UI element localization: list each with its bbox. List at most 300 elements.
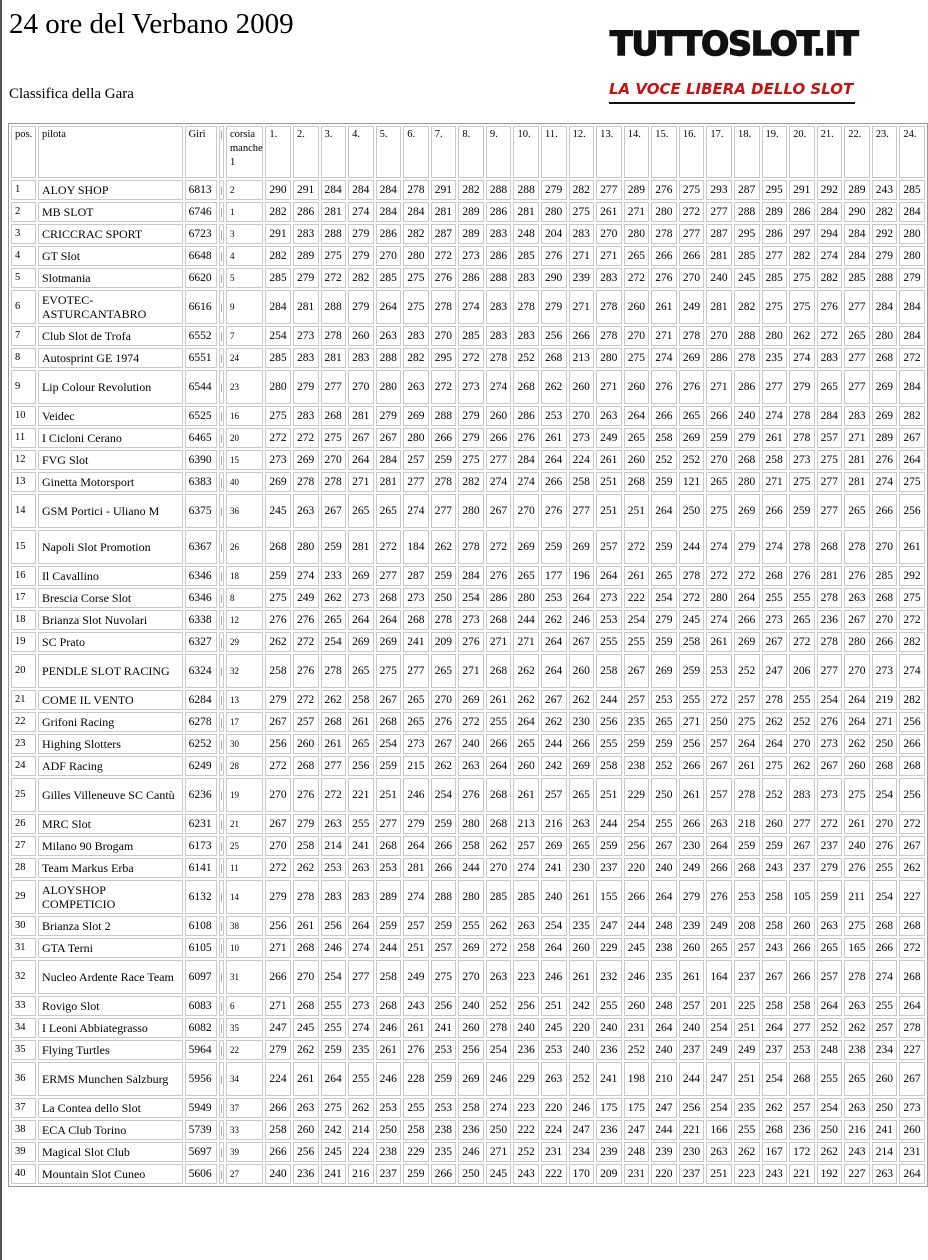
cell-manche-laps: 257 [403, 450, 429, 470]
cell-separator: | [219, 734, 224, 754]
cell-manche-laps: 254 [376, 734, 402, 754]
cell-manche-laps: 276 [458, 632, 484, 652]
header-giri: Giri [185, 126, 217, 178]
cell-manche-laps: 279 [458, 406, 484, 426]
cell-manche-laps: 250 [486, 1120, 512, 1140]
cell-manche-laps: 277 [376, 814, 402, 834]
cell-manche-laps: 259 [321, 1040, 347, 1060]
cell-giri: 6252 [185, 734, 217, 754]
cell-manche-laps: 275 [844, 778, 870, 812]
cell-manche-laps: 253 [541, 406, 567, 426]
table-row [11, 654, 925, 688]
cell-manche-laps: 265 [844, 494, 870, 528]
cell-manche-laps: 253 [541, 1040, 567, 1060]
cell-manche-laps: 277 [817, 472, 843, 492]
cell-manche-laps: 282 [458, 472, 484, 492]
cell-manche-laps: 259 [762, 836, 788, 856]
cell-pilota: Team Markus Erba [38, 858, 183, 878]
cell-manche-laps: 282 [899, 406, 925, 426]
cell-manche-laps: 164 [706, 960, 732, 994]
cell-manche-laps: 253 [376, 858, 402, 878]
cell-manche-laps: 276 [458, 778, 484, 812]
cell-manche-laps: 228 [403, 1062, 429, 1096]
cell-manche-laps: 279 [458, 428, 484, 448]
cell-manche-laps: 231 [541, 1142, 567, 1162]
cell-manche-laps: 253 [541, 588, 567, 608]
cell-manche-laps: 276 [651, 370, 677, 404]
cell-manche-laps: 243 [762, 1164, 788, 1184]
cell-manche-laps: 272 [376, 530, 402, 564]
cell-giri: 6346 [185, 566, 217, 586]
cell-manche-laps: 272 [899, 814, 925, 834]
cell-manche-laps: 270 [789, 734, 815, 754]
cell-manche-laps: 259 [651, 734, 677, 754]
cell-manche-laps: 272 [486, 938, 512, 958]
cell-manche-laps: 284 [899, 290, 925, 324]
cell-manche-laps: 276 [541, 246, 567, 266]
cell-manche-laps: 260 [624, 450, 650, 470]
cell-manche-laps: 259 [265, 566, 291, 586]
cell-corsia: 24 [226, 348, 263, 368]
cell-manche-laps: 273 [899, 1098, 925, 1118]
cell-manche-laps: 262 [541, 610, 567, 630]
cell-manche-laps: 262 [431, 530, 457, 564]
cell-corsia: 19 [226, 778, 263, 812]
cell-manche-laps: 246 [569, 1098, 595, 1118]
cell-manche-laps: 265 [431, 654, 457, 688]
cell-manche-laps: 256 [513, 996, 539, 1016]
cell-manche-laps: 249 [679, 858, 705, 878]
cell-manche-laps: 262 [899, 858, 925, 878]
cell-separator: | [219, 180, 224, 200]
results-table-container [8, 123, 921, 1258]
cell-manche-laps: 284 [348, 180, 374, 200]
cell-pilota: FVG Slot [38, 450, 183, 470]
cell-manche-laps: 289 [458, 202, 484, 222]
cell-manche-laps: 268 [872, 756, 898, 776]
cell-manche-laps: 230 [679, 1142, 705, 1162]
cell-manche-laps: 279 [789, 370, 815, 404]
cell-manche-laps: 265 [817, 370, 843, 404]
cell-manche-laps: 264 [569, 588, 595, 608]
cell-manche-laps: 251 [596, 494, 622, 528]
cell-manche-laps: 249 [293, 588, 319, 608]
cell-manche-laps: 175 [624, 1098, 650, 1118]
cell-manche-laps: 266 [651, 406, 677, 426]
cell-manche-laps: 209 [431, 632, 457, 652]
cell-manche-laps: 248 [624, 1142, 650, 1162]
cell-manche-laps: 234 [872, 1040, 898, 1060]
cell-manche-laps: 266 [734, 610, 760, 630]
cell-giri: 6284 [185, 690, 217, 710]
cell-pilota: Club Slot de Trofa [38, 326, 183, 346]
header-manche: 14. [624, 126, 650, 178]
cell-manche-laps: 265 [513, 734, 539, 754]
cell-manche-laps: 258 [762, 996, 788, 1016]
cell-manche-laps: 279 [265, 690, 291, 710]
cell-manche-laps: 267 [541, 690, 567, 710]
cell-manche-laps: 261 [844, 814, 870, 834]
cell-separator: | [219, 1040, 224, 1060]
cell-manche-laps: 279 [817, 858, 843, 878]
cell-separator: | [219, 712, 224, 732]
cell-manche-laps: 229 [403, 1142, 429, 1162]
cell-giri: 6648 [185, 246, 217, 266]
cell-manche-laps: 272 [458, 348, 484, 368]
cell-manche-laps: 254 [624, 814, 650, 834]
cell-corsia: 36 [226, 494, 263, 528]
table-row [11, 290, 925, 324]
cell-manche-laps: 272 [817, 814, 843, 834]
cell-manche-laps: 285 [513, 880, 539, 914]
cell-manche-laps: 279 [265, 880, 291, 914]
cell-pos: 38 [11, 1120, 36, 1140]
cell-manche-laps: 268 [624, 472, 650, 492]
cell-manche-laps: 214 [872, 1142, 898, 1162]
cell-manche-laps: 278 [844, 960, 870, 994]
cell-manche-laps: 259 [651, 530, 677, 564]
cell-manche-laps: 201 [706, 996, 732, 1016]
cell-manche-laps: 251 [403, 938, 429, 958]
cell-pilota: Brianza Slot Nuvolari [38, 610, 183, 630]
table-row [11, 588, 925, 608]
cell-manche-laps: 238 [651, 938, 677, 958]
cell-manche-laps: 257 [789, 1098, 815, 1118]
cell-manche-laps: 250 [872, 1098, 898, 1118]
cell-manche-laps: 245 [486, 1164, 512, 1184]
cell-manche-laps: 282 [403, 348, 429, 368]
cell-giri: 6465 [185, 428, 217, 448]
cell-manche-laps: 280 [513, 588, 539, 608]
cell-manche-laps: 281 [348, 406, 374, 426]
cell-pos: 11 [11, 428, 36, 448]
cell-manche-laps: 242 [321, 1120, 347, 1140]
cell-manche-laps: 258 [569, 472, 595, 492]
cell-manche-laps: 237 [679, 1164, 705, 1184]
cell-manche-laps: 264 [844, 690, 870, 710]
cell-manche-laps: 266 [265, 960, 291, 994]
cell-manche-laps: 267 [624, 654, 650, 688]
cell-manche-laps: 247 [265, 1018, 291, 1038]
cell-manche-laps: 246 [486, 1062, 512, 1096]
cell-separator: | [219, 326, 224, 346]
cell-pilota: GSM Portici - Uliano M [38, 494, 183, 528]
cell-manche-laps: 270 [458, 960, 484, 994]
cell-pos: 12 [11, 450, 36, 470]
cell-manche-laps: 278 [899, 1018, 925, 1038]
cell-manche-laps: 255 [789, 690, 815, 710]
cell-manche-laps: 240 [596, 1018, 622, 1038]
cell-manche-laps: 272 [265, 756, 291, 776]
cell-manche-laps: 279 [541, 290, 567, 324]
cell-manche-laps: 292 [872, 224, 898, 244]
cell-separator: | [219, 348, 224, 368]
cell-manche-laps: 264 [403, 836, 429, 856]
cell-pos: 34 [11, 1018, 36, 1038]
cell-giri: 5964 [185, 1040, 217, 1060]
cell-manche-laps: 257 [541, 778, 567, 812]
cell-manche-laps: 262 [513, 654, 539, 688]
cell-manche-laps: 270 [624, 326, 650, 346]
cell-corsia: 5 [226, 268, 263, 288]
cell-manche-laps: 269 [458, 938, 484, 958]
cell-pos: 31 [11, 938, 36, 958]
cell-manche-laps: 252 [651, 756, 677, 776]
cell-manche-laps: 288 [734, 202, 760, 222]
cell-manche-laps: 265 [706, 938, 732, 958]
cell-manche-laps: 276 [789, 566, 815, 586]
cell-giri: 5956 [185, 1062, 217, 1096]
cell-corsia: 37 [226, 1098, 263, 1118]
cell-separator: | [219, 472, 224, 492]
cell-pos: 25 [11, 778, 36, 812]
cell-manche-laps: 254 [706, 1018, 732, 1038]
cell-manche-laps: 262 [789, 756, 815, 776]
cell-manche-laps: 249 [706, 916, 732, 936]
cell-manche-laps: 247 [706, 1062, 732, 1096]
cell-manche-laps: 263 [458, 756, 484, 776]
cell-manche-laps: 278 [293, 472, 319, 492]
cell-manche-laps: 253 [789, 1040, 815, 1060]
cell-manche-laps: 240 [651, 858, 677, 878]
table-row [11, 494, 925, 528]
cell-manche-laps: 272 [321, 268, 347, 288]
cell-manche-laps: 167 [762, 1142, 788, 1162]
cell-manche-laps: 263 [376, 326, 402, 346]
cell-manche-laps: 252 [513, 348, 539, 368]
cell-manche-laps: 280 [872, 326, 898, 346]
cell-manche-laps: 235 [431, 1142, 457, 1162]
cell-giri: 6173 [185, 836, 217, 856]
cell-manche-laps: 265 [348, 494, 374, 528]
cell-manche-laps: 260 [348, 326, 374, 346]
cell-manche-laps: 270 [321, 450, 347, 470]
cell-manche-laps: 264 [817, 996, 843, 1016]
cell-separator: | [219, 814, 224, 834]
cell-manche-laps: 265 [569, 836, 595, 856]
cell-manche-laps: 286 [376, 224, 402, 244]
cell-pos: 21 [11, 690, 36, 710]
cell-corsia: 33 [226, 1120, 263, 1140]
table-row [11, 268, 925, 288]
cell-manche-laps: 246 [376, 1062, 402, 1096]
header-manche: 4. [348, 126, 374, 178]
cell-manche-laps: 273 [872, 654, 898, 688]
cell-manche-laps: 278 [321, 472, 347, 492]
cell-manche-laps: 285 [762, 268, 788, 288]
cell-manche-laps: 275 [403, 290, 429, 324]
cell-corsia: 31 [226, 960, 263, 994]
cell-manche-laps: 250 [706, 712, 732, 732]
cell-manche-laps: 259 [817, 880, 843, 914]
cell-manche-laps: 268 [486, 654, 512, 688]
cell-manche-laps: 243 [513, 1164, 539, 1184]
cell-manche-laps: 274 [486, 1098, 512, 1118]
cell-manche-laps: 248 [817, 1040, 843, 1060]
cell-manche-laps: 285 [844, 268, 870, 288]
cell-separator: | [219, 406, 224, 426]
cell-manche-laps: 209 [596, 1164, 622, 1184]
cell-manche-laps: 267 [706, 756, 732, 776]
cell-manche-laps: 270 [679, 268, 705, 288]
cell-manche-laps: 262 [817, 1142, 843, 1162]
tuttoslot-logo[interactable] [607, 24, 857, 102]
cell-giri: 6141 [185, 858, 217, 878]
cell-manche-laps: 280 [651, 202, 677, 222]
cell-corsia: 10 [226, 938, 263, 958]
cell-manche-laps: 269 [265, 472, 291, 492]
cell-separator: | [219, 654, 224, 688]
cell-manche-laps: 274 [403, 494, 429, 528]
cell-manche-laps: 286 [762, 224, 788, 244]
cell-manche-laps: 268 [321, 406, 347, 426]
left-border-rule [0, 0, 2, 1260]
cell-manche-laps: 264 [513, 712, 539, 732]
header-manche: 2. [293, 126, 319, 178]
cell-manche-laps: 287 [706, 224, 732, 244]
cell-manche-laps: 267 [569, 632, 595, 652]
cell-manche-laps: 246 [541, 960, 567, 994]
cell-manche-laps: 284 [458, 566, 484, 586]
cell-manche-laps: 262 [541, 712, 567, 732]
cell-manche-laps: 251 [706, 1164, 732, 1184]
cell-manche-laps: 269 [293, 450, 319, 470]
cell-manche-laps: 270 [431, 326, 457, 346]
cell-manche-laps: 267 [321, 494, 347, 528]
cell-manche-laps: 264 [348, 916, 374, 936]
cell-manche-laps: 249 [706, 1040, 732, 1060]
cell-manche-laps: 250 [651, 778, 677, 812]
cell-manche-laps: 254 [651, 588, 677, 608]
cell-manche-laps: 272 [679, 588, 705, 608]
cell-manche-laps: 260 [458, 1018, 484, 1038]
cell-pos: 3 [11, 224, 36, 244]
cell-manche-laps: 266 [679, 246, 705, 266]
cell-pilota: Nucleo Ardente Race Team [38, 960, 183, 994]
cell-manche-laps: 250 [679, 494, 705, 528]
table-row [11, 406, 925, 426]
cell-manche-laps: 275 [376, 654, 402, 688]
cell-manche-laps: 267 [431, 734, 457, 754]
cell-manche-laps: 259 [541, 530, 567, 564]
cell-manche-laps: 275 [762, 756, 788, 776]
cell-giri: 6383 [185, 472, 217, 492]
page-subtitle: Classifica della Gara [9, 86, 134, 102]
cell-manche-laps: 281 [293, 290, 319, 324]
cell-manche-laps: 223 [734, 1164, 760, 1184]
cell-manche-laps: 240 [569, 1040, 595, 1060]
cell-giri: 6105 [185, 938, 217, 958]
cell-manche-laps: 274 [789, 348, 815, 368]
cell-pilota: Milano 90 Brogam [38, 836, 183, 856]
cell-manche-laps: 280 [899, 246, 925, 266]
cell-separator: | [219, 916, 224, 936]
cell-manche-laps: 238 [624, 756, 650, 776]
header-manche: 18. [734, 126, 760, 178]
cell-manche-laps: 267 [899, 836, 925, 856]
cell-manche-laps: 262 [486, 836, 512, 856]
cell-manche-laps: 274 [762, 530, 788, 564]
cell-manche-laps: 245 [265, 494, 291, 528]
cell-manche-laps: 285 [458, 326, 484, 346]
cell-manche-laps: 248 [513, 224, 539, 244]
header-manche: 5. [376, 126, 402, 178]
cell-manche-laps: 269 [679, 428, 705, 448]
cell-manche-laps: 272 [706, 690, 732, 710]
cell-manche-laps: 252 [569, 1062, 595, 1096]
cell-manche-laps: 235 [651, 960, 677, 994]
cell-manche-laps: 268 [376, 712, 402, 732]
cell-manche-laps: 286 [789, 202, 815, 222]
cell-manche-laps: 272 [293, 632, 319, 652]
cell-manche-laps: 269 [651, 654, 677, 688]
cell-manche-laps: 256 [458, 1040, 484, 1060]
cell-manche-laps: 260 [872, 1062, 898, 1096]
cell-manche-laps: 256 [679, 734, 705, 754]
cell-manche-laps: 263 [706, 1142, 732, 1162]
cell-manche-laps: 249 [679, 290, 705, 324]
cell-separator: | [219, 632, 224, 652]
cell-manche-laps: 288 [486, 268, 512, 288]
cell-pos: 39 [11, 1142, 36, 1162]
cell-manche-laps: 275 [817, 450, 843, 470]
cell-manche-laps: 279 [293, 814, 319, 834]
cell-pilota: Autosprint GE 1974 [38, 348, 183, 368]
cell-manche-laps: 276 [403, 1040, 429, 1060]
cell-manche-laps: 264 [899, 450, 925, 470]
cell-corsia: 34 [226, 1062, 263, 1096]
cell-pos: 20 [11, 654, 36, 688]
cell-manche-laps: 264 [734, 734, 760, 754]
cell-manche-laps: 246 [376, 1018, 402, 1038]
cell-manche-laps: 268 [762, 566, 788, 586]
cell-manche-laps: 295 [431, 348, 457, 368]
cell-manche-laps: 269 [376, 632, 402, 652]
cell-manche-laps: 275 [706, 494, 732, 528]
cell-manche-laps: 261 [679, 778, 705, 812]
cell-manche-laps: 251 [734, 1018, 760, 1038]
cell-manche-laps: 256 [624, 836, 650, 856]
cell-manche-laps: 286 [734, 370, 760, 404]
cell-manche-laps: 265 [513, 566, 539, 586]
cell-manche-laps: 281 [348, 530, 374, 564]
cell-manche-laps: 257 [293, 712, 319, 732]
cell-manche-laps: 283 [817, 348, 843, 368]
cell-manche-laps: 263 [541, 1062, 567, 1096]
cell-manche-laps: 259 [679, 654, 705, 688]
cell-manche-laps: 240 [706, 268, 732, 288]
cell-separator: | [219, 858, 224, 878]
cell-manche-laps: 211 [844, 880, 870, 914]
cell-manche-laps: 263 [403, 370, 429, 404]
cell-manche-laps: 285 [486, 880, 512, 914]
cell-manche-laps: 244 [458, 858, 484, 878]
cell-manche-laps: 261 [706, 632, 732, 652]
cell-manche-laps: 275 [899, 472, 925, 492]
cell-manche-laps: 216 [541, 814, 567, 834]
cell-manche-laps: 259 [431, 450, 457, 470]
cell-manche-laps: 266 [431, 1164, 457, 1184]
cell-pos: 10 [11, 406, 36, 426]
cell-manche-laps: 192 [817, 1164, 843, 1184]
cell-manche-laps: 274 [706, 610, 732, 630]
cell-manche-laps: 283 [844, 406, 870, 426]
cell-pilota: EVOTEC-ASTURCANTABRO [38, 290, 183, 324]
cell-manche-laps: 294 [817, 224, 843, 244]
cell-manche-laps: 276 [486, 566, 512, 586]
cell-manche-laps: 208 [734, 916, 760, 936]
cell-giri: 6231 [185, 814, 217, 834]
